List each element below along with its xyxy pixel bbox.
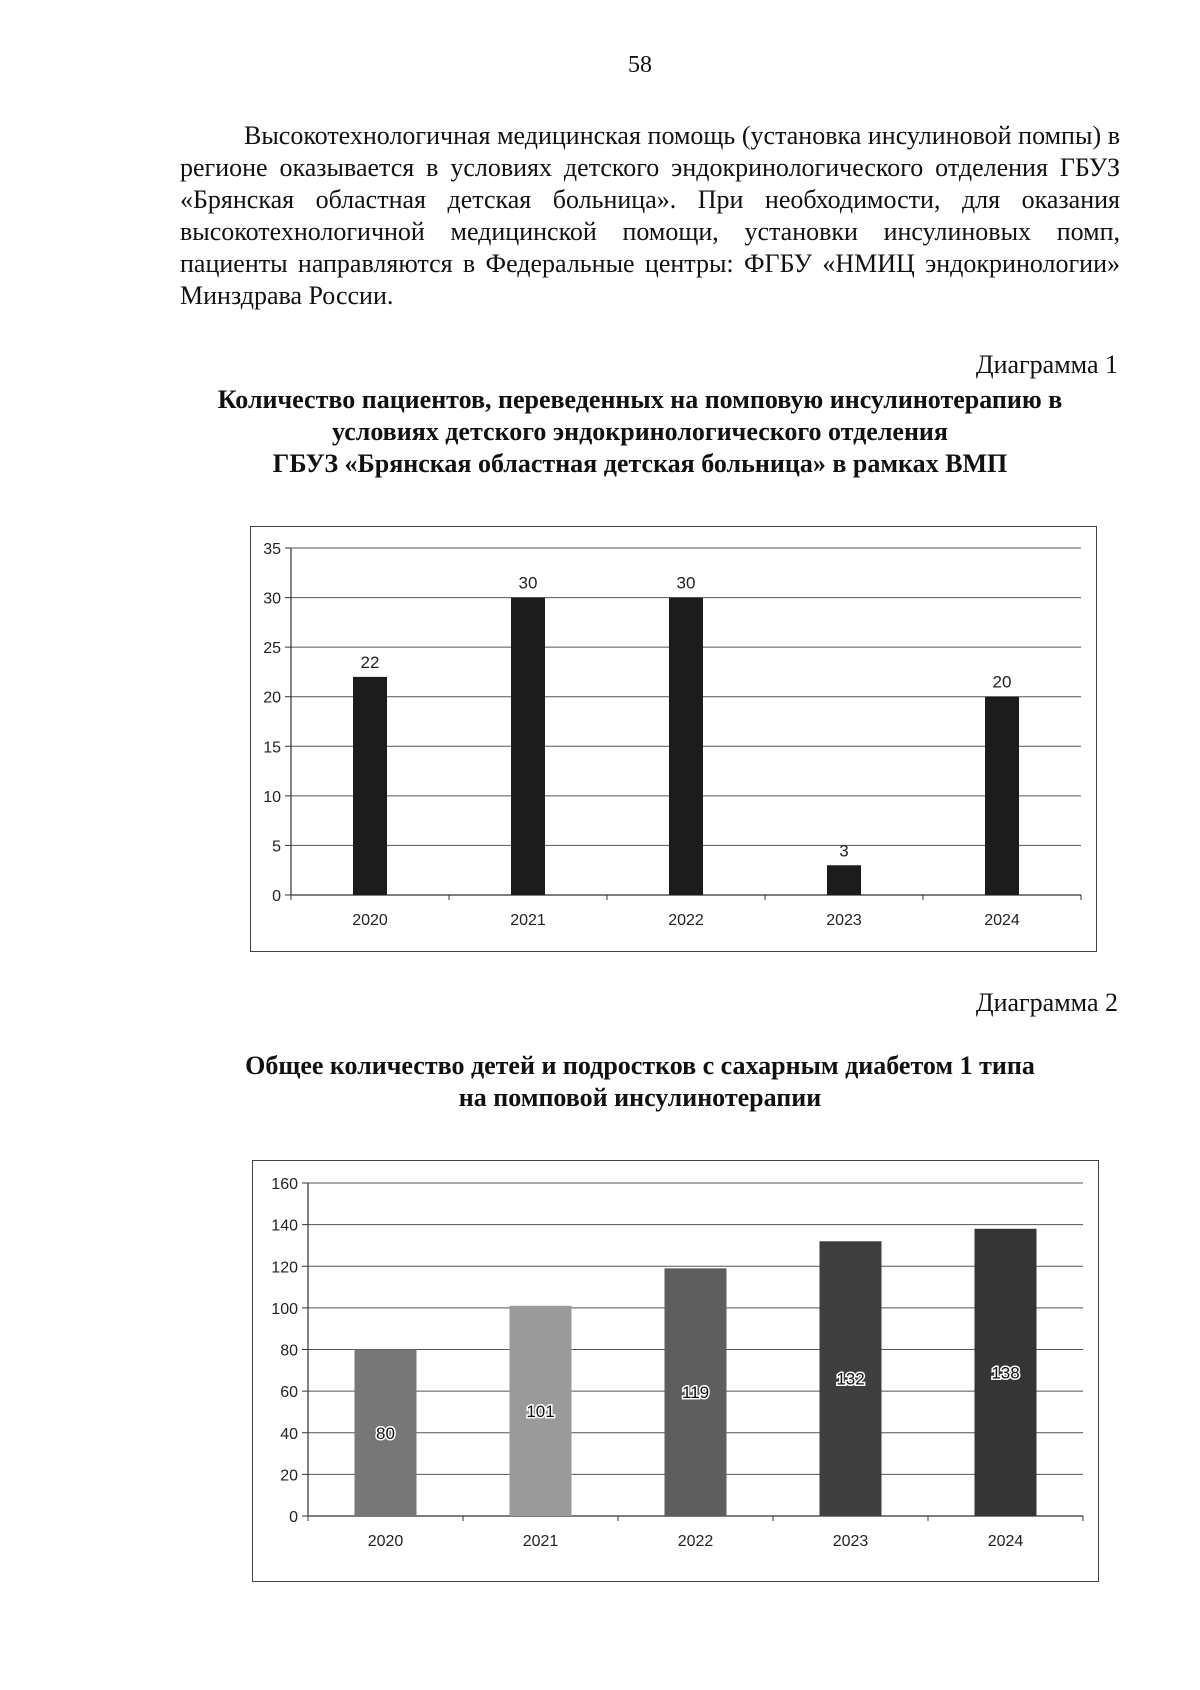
page-number: 58 — [628, 52, 652, 78]
data-label: 138 — [991, 1363, 1020, 1383]
x-tick-label: 2023 — [832, 1533, 869, 1550]
y-tick-label: 100 — [271, 1300, 298, 1318]
diagram-1-title — [150, 384, 1130, 480]
chart-1 — [250, 526, 1097, 952]
y-tick-label: 5 — [272, 838, 281, 856]
y-tick-label: 15 — [263, 739, 281, 757]
data-label: 132 — [836, 1369, 865, 1389]
y-tick-label: 20 — [280, 1467, 298, 1485]
x-tick-label: 2022 — [677, 1533, 714, 1550]
y-tick-label: 140 — [271, 1217, 298, 1235]
x-tick-label: 2024 — [984, 912, 1020, 929]
y-tick-label: 40 — [280, 1425, 298, 1443]
bar — [511, 598, 545, 895]
x-tick-label: 2021 — [510, 912, 546, 929]
x-tick-label: 2020 — [352, 912, 388, 929]
data-label: 30 — [676, 573, 696, 593]
y-tick-label: 10 — [263, 788, 281, 806]
diagram-1-title-line: ГБУЗ «Брянская областная детская больница» в рамках ВМП — [272, 449, 1008, 478]
diagram-2-title-line: Общее количество детей и подростков с сахарным диабетом 1 типа — [245, 1051, 1035, 1080]
x-tick-label: 2024 — [987, 1533, 1024, 1550]
bar — [985, 697, 1019, 895]
y-tick-label: 0 — [289, 1509, 298, 1526]
y-tick-label: 120 — [271, 1259, 298, 1277]
data-label: 20 — [992, 672, 1012, 692]
x-tick-label: 2023 — [826, 912, 862, 929]
y-tick-label: 35 — [263, 541, 281, 558]
diagram-2-label: Диаграмма 2 — [975, 988, 1118, 1017]
x-tick-label: 2021 — [522, 1533, 559, 1550]
data-label: 101 — [526, 1401, 555, 1421]
data-label: 30 — [518, 573, 538, 593]
diagram-2-title — [150, 1050, 1130, 1114]
x-tick-label: 2020 — [367, 1533, 404, 1550]
chart-2-svg — [253, 1161, 1098, 1581]
body-paragraph — [180, 120, 1120, 312]
diagram-1-label: Диаграмма 1 — [975, 350, 1118, 379]
data-label: 80 — [376, 1423, 395, 1443]
chart-1-svg — [251, 527, 1096, 951]
bar — [669, 598, 703, 895]
y-tick-label: 25 — [263, 640, 281, 658]
x-tick-label: 2022 — [668, 912, 704, 929]
y-tick-label: 60 — [280, 1384, 298, 1402]
diagram-1-title-line: Количество пациентов, переведенных на помповую инсулинотерапию в — [217, 385, 1063, 414]
bar — [353, 677, 387, 895]
chart-2 — [252, 1160, 1099, 1582]
bar — [827, 865, 861, 895]
diagram-2-title-line: на помповой инсулинотерапии — [458, 1083, 822, 1112]
paragraph-text: Высокотехнологичная медицинская помощь (установка инсулиновой помпы) в регионе оказывается в условиях детского эндокринологического отделения ГБУЗ «Брянская областная детская больница». При необходимости, для оказания высокотехнологичной медицинской помощи, установки инсулиновых помп, пациенты направляются в Федеральные центры: ФГБУ «НМИЦ эндокринологии» Минздрава России. — [180, 121, 1120, 310]
y-tick-label: 80 — [280, 1342, 298, 1360]
y-tick-label: 20 — [263, 689, 281, 707]
data-label: 22 — [360, 652, 380, 672]
diagram-1-title-line: условиях детского эндокринологического отделения — [332, 417, 948, 446]
y-tick-label: 0 — [272, 888, 281, 905]
y-tick-label: 160 — [271, 1176, 298, 1193]
data-label: 119 — [681, 1383, 710, 1403]
data-label: 3 — [839, 841, 849, 861]
y-tick-label: 30 — [263, 590, 281, 608]
